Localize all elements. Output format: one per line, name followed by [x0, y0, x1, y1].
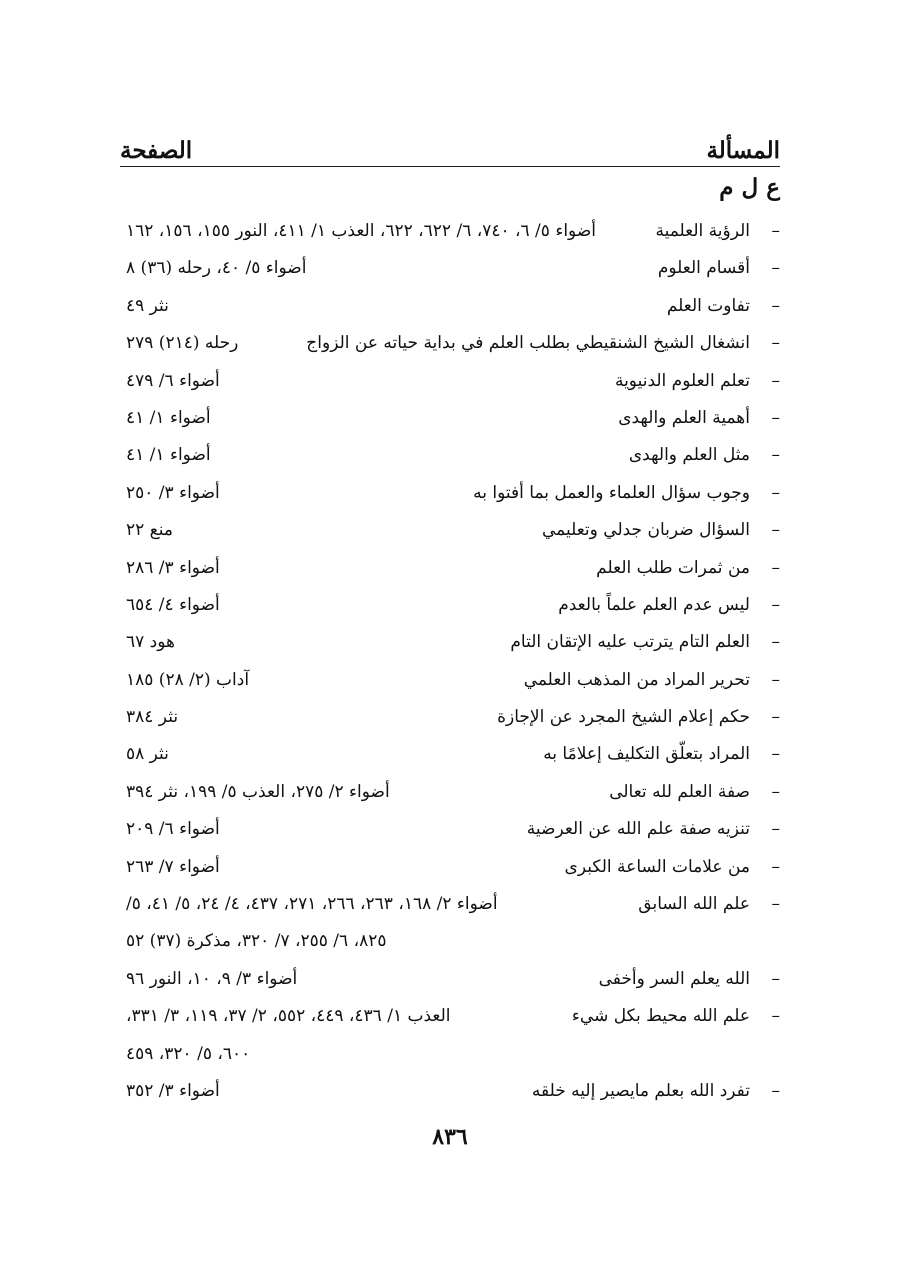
- index-entry: [120, 475, 780, 512]
- index-entry: [120, 400, 780, 437]
- entry-reference: آداب (٢/ ٢٨) ١٨٥: [126, 669, 250, 690]
- entry-reference: أضواء ٥/ ٦، ٧٤٠، ٦/ ٦٢٢، ٦٢٢، العذب ١/ ٤١١، النور ١٥٥، ١٥٦، ١٦٢: [126, 221, 596, 241]
- index-entry: [120, 849, 780, 886]
- entry-reference-continued: ٦٠٠، ٥/ ٣٢٠، ٤٥٩: [126, 1043, 251, 1064]
- index-entry: [120, 998, 780, 1035]
- entry-dash: –: [771, 258, 780, 279]
- index-entry: [120, 774, 780, 811]
- entry-topic: تعلم العلوم الدنيوية: [614, 370, 750, 391]
- entry-reference: أضواء ٤/ ٦٥٤: [126, 594, 220, 615]
- entry-topic: مثل العلم والهدى: [628, 445, 750, 466]
- page-number: ٨٣٦: [432, 1124, 468, 1150]
- entry-dash: –: [771, 856, 780, 877]
- index-entries: [120, 213, 780, 1110]
- entry-dash: –: [771, 221, 780, 241]
- entry-topic: تحرير المراد من المذهب العلمي: [523, 669, 750, 690]
- entry-topic: أهمية العلم والهدى: [618, 407, 750, 428]
- entry-reference: نثر ٥٨: [126, 744, 169, 765]
- index-entry: [120, 736, 780, 773]
- entry-topic: تنزيه صفة علم الله عن العرضية: [526, 819, 750, 840]
- entry-reference-continued: ٨٢٥، ٦/ ٢٥٥، ٧/ ٣٢٠، مذكرة (٣٧) ٥٢: [126, 931, 387, 952]
- entry-topic: الرؤية العلمية: [655, 221, 750, 241]
- index-entry: [120, 550, 780, 587]
- entry-dash: –: [771, 968, 780, 989]
- index-entry: [120, 325, 780, 362]
- entry-reference: أضواء ٣/ ٢٥٠: [126, 482, 220, 503]
- index-entry: [120, 961, 780, 998]
- index-entry-continuation: [120, 923, 780, 960]
- entry-topic: تفرد الله بعلم مايصير إليه خلقه: [531, 1080, 750, 1101]
- entry-dash: –: [771, 445, 780, 466]
- entry-reference: أضواء ٢/ ١٦٨، ٢٦٣، ٢٦٦، ٢٧١، ٤٣٧، ٤/ ٢٤، ٥/ ٤١، ٥/: [126, 894, 498, 915]
- entry-dash: –: [771, 482, 780, 503]
- entry-reference: أضواء ١/ ٤١: [126, 407, 211, 428]
- index-page: [120, 0, 780, 1271]
- entry-topic: علم الله السابق: [638, 894, 750, 915]
- entry-dash: –: [771, 781, 780, 802]
- entry-dash: –: [771, 295, 780, 316]
- entry-dash: –: [771, 894, 780, 915]
- index-entry: [120, 213, 780, 250]
- entry-topic: ليس عدم العلم علماً بالعدم: [558, 594, 750, 615]
- entry-dash: –: [771, 370, 780, 391]
- entry-topic: من علامات الساعة الكبرى: [564, 856, 750, 877]
- root-letters-heading: ع ل م: [719, 174, 780, 201]
- entry-reference: أضواء ٧/ ٢٦٣: [126, 856, 220, 877]
- entry-topic: من ثمرات طلب العلم: [596, 557, 750, 578]
- entry-topic: الله يعلم السر وأخفى: [598, 968, 750, 989]
- entry-reference: نثر ٤٩: [126, 295, 169, 316]
- index-entry: [120, 250, 780, 287]
- entry-reference: رحله (٢١٤) ٢٧٩: [126, 333, 239, 354]
- entry-dash: –: [771, 744, 780, 765]
- entry-dash: –: [771, 707, 780, 728]
- entry-dash: –: [771, 632, 780, 653]
- index-entry: [120, 699, 780, 736]
- entry-dash: –: [771, 819, 780, 840]
- entry-topic: العلم التام يترتب عليه الإتقان التام: [510, 632, 750, 653]
- column-title-issue: المسألة: [706, 137, 780, 164]
- entry-reference: هود ٦٧: [126, 632, 175, 653]
- entry-dash: –: [771, 1080, 780, 1101]
- column-title-page: الصفحة: [120, 137, 193, 164]
- entry-reference: أضواء ٣/ ٣٥٢: [126, 1080, 220, 1101]
- index-entry: [120, 811, 780, 848]
- entry-reference: أضواء ٢/ ٢٧٥، العذب ٥/ ١٩٩، نثر ٣٩٤: [126, 781, 390, 802]
- index-entry: [120, 662, 780, 699]
- entry-reference: العذب ١/ ٤٣٦، ٤٤٩، ٥٥٢، ٢/ ٣٧، ١١٩، ٣/ ٣٣١،: [126, 1006, 451, 1027]
- index-entry: [120, 288, 780, 325]
- index-entry: [120, 363, 780, 400]
- entry-topic: أقسام العلوم: [657, 258, 750, 279]
- index-entry: [120, 886, 780, 923]
- entry-topic: صفة العلم لله تعالى: [609, 781, 750, 802]
- entry-dash: –: [771, 520, 780, 541]
- entry-reference: أضواء ٥/ ٤٠، رحله (٣٦) ٨: [126, 258, 307, 279]
- entry-topic: تفاوت العلم: [666, 295, 750, 316]
- index-entry: [120, 624, 780, 661]
- header-rule: [120, 166, 780, 167]
- entry-topic: وجوب سؤال العلماء والعمل بما أفتوا به: [473, 482, 750, 503]
- entry-reference: أضواء ٦/ ٤٧٩: [126, 370, 220, 391]
- index-entry: [120, 587, 780, 624]
- entry-dash: –: [771, 407, 780, 428]
- entry-topic: حكم إعلام الشيخ المجرد عن الإجازة: [497, 707, 750, 728]
- entry-reference: أضواء ١/ ٤١: [126, 445, 211, 466]
- entry-topic: السؤال ضربان جدلي وتعليمي: [541, 520, 750, 541]
- entry-dash: –: [771, 669, 780, 690]
- entry-reference: نثر ٣٨٤: [126, 707, 179, 728]
- entry-reference: منع ٢٢: [126, 520, 173, 541]
- index-entry: [120, 1073, 780, 1110]
- entry-dash: –: [771, 1006, 780, 1027]
- entry-dash: –: [771, 557, 780, 578]
- entry-topic: علم الله محيط بكل شيء: [571, 1006, 750, 1027]
- entry-reference: أضواء ٣/ ٢٨٦: [126, 557, 220, 578]
- index-entry-continuation: [120, 1036, 780, 1073]
- entry-topic: انشغال الشيخ الشنقيطي بطلب العلم في بداية حياته عن الزواج: [306, 333, 750, 354]
- entry-reference: أضواء ٦/ ٢٠٩: [126, 819, 220, 840]
- entry-topic: المراد بتعلّق التكليف إعلامًا به: [543, 744, 750, 765]
- index-entry: [120, 437, 780, 474]
- index-entry: [120, 512, 780, 549]
- page-header: [120, 118, 780, 164]
- entry-dash: –: [771, 333, 780, 354]
- entry-dash: –: [771, 594, 780, 615]
- entry-reference: أضواء ٣/ ٩، ١٠، النور ٩٦: [126, 968, 298, 989]
